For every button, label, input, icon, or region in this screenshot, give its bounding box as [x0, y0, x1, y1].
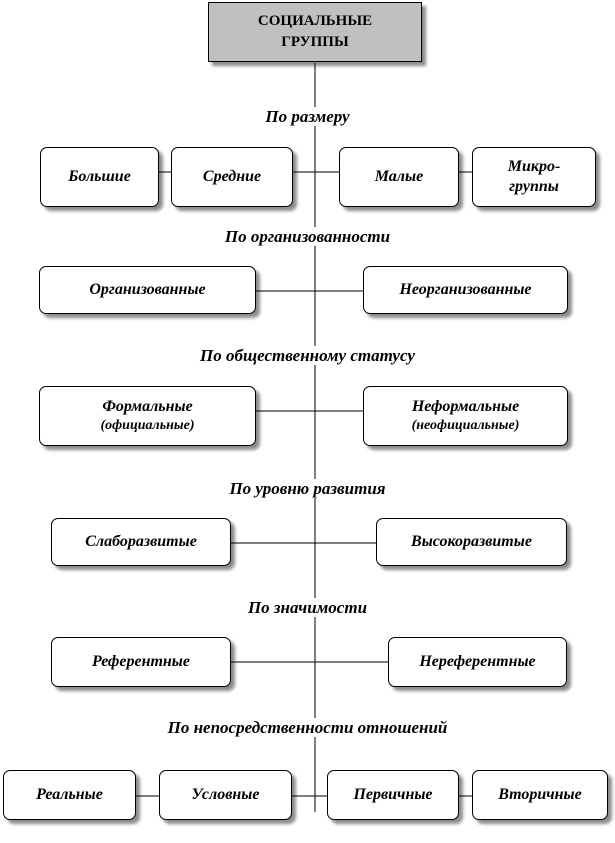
node-large: Большие — [40, 147, 159, 207]
heading-relations: По непосредственности отношений — [0, 718, 615, 738]
node-organized: Организованные — [39, 266, 256, 314]
node-informal-line1: Неформальные — [411, 398, 520, 415]
node-non-reference: Нереферентные — [388, 637, 567, 687]
root-title-line2: ГРУППЫ — [281, 34, 349, 50]
node-informal-line2: (неофициальные) — [411, 418, 520, 433]
node-underdeveloped: Слаборазвитые — [51, 518, 231, 566]
node-micro-line1: Микро- — [507, 158, 561, 175]
node-unorganized: Неорганизованные — [363, 266, 568, 314]
node-formal — [39, 386, 256, 446]
root-node — [208, 2, 422, 62]
node-micro-groups — [472, 147, 596, 207]
node-micro-line2: группы — [509, 178, 559, 195]
heading-development: По уровню развития — [0, 479, 615, 499]
heading-size: По размеру — [0, 107, 615, 127]
node-real: Реальные — [3, 770, 136, 820]
node-formal-line2: (официальные) — [100, 418, 195, 433]
node-formal-line1: Формальные — [102, 398, 193, 415]
node-reference: Референтные — [51, 637, 231, 687]
heading-organization: По организованности — [0, 227, 615, 247]
node-secondary: Вторичные — [472, 770, 608, 820]
node-primary: Первичные — [327, 770, 459, 820]
node-informal — [363, 386, 568, 446]
heading-status: По общественному статусу — [0, 346, 615, 366]
node-small: Малые — [339, 147, 459, 207]
heading-significance: По значимости — [0, 598, 615, 618]
root-title-line1: СОЦИАЛЬНЫЕ — [257, 13, 373, 29]
node-medium: Средние — [171, 147, 293, 207]
node-highly-developed: Высокоразвитые — [376, 518, 567, 566]
node-conditional: Условные — [159, 770, 292, 820]
